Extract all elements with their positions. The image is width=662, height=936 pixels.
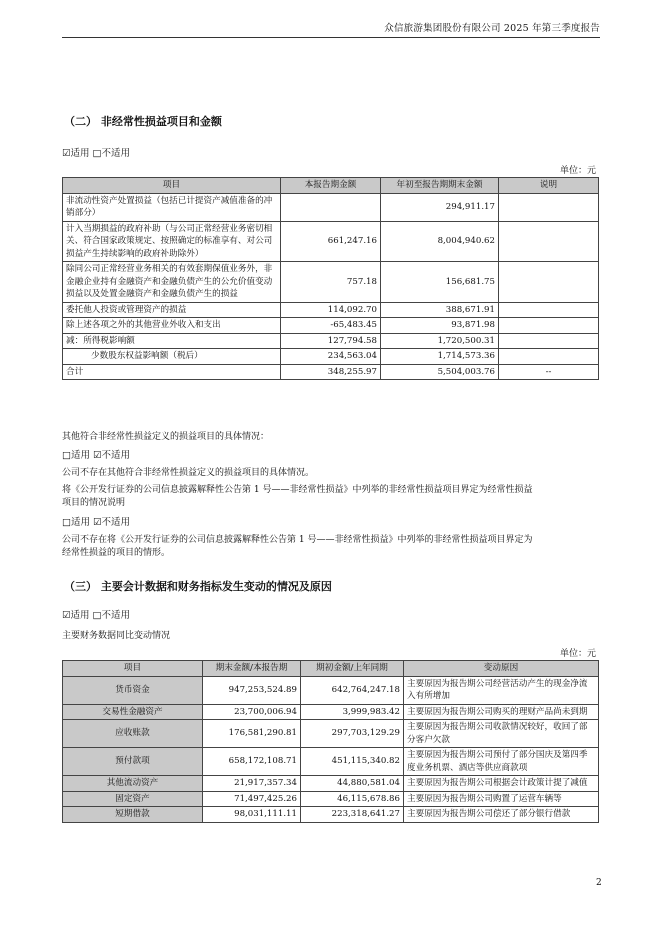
cell-begin: 297,703,129.29 <box>301 720 404 748</box>
cell-end: 176,581,290.81 <box>203 720 301 748</box>
cell-note <box>499 318 599 334</box>
cell-reason: 主要原因为报告期公司购置了运营车辆等 <box>404 791 599 807</box>
cell-item: 少数股东权益影响额（税后） <box>63 349 281 365</box>
cell-item: 委托他人投资或管理资产的损益 <box>63 302 281 318</box>
cell-current: 348,255.97 <box>281 364 381 380</box>
table-row <box>63 720 599 748</box>
cell-note <box>499 349 599 365</box>
reclass-heading-line2: 项目的情况说明 <box>62 498 126 508</box>
reclass-checkbox: □适用 ☑不适用 <box>62 517 131 528</box>
cell-begin: 451,115,340.82 <box>301 748 404 776</box>
table-row <box>63 333 599 349</box>
cell-item: 非流动性资产处置损益（包括已计提资产减值准备的冲销部分） <box>63 193 281 221</box>
col-header: 项目 <box>63 661 203 677</box>
reclass-heading-line1: 将《公开发行证券的公司信息披露解释性公告第 1 号——非经常性损益》中列举的非经常性损益项目界定为经常性损益 <box>62 485 533 495</box>
reclass-text-line2: 经常性损益的项目的情形。 <box>62 548 171 558</box>
cell-ytd: 1,720,500.31 <box>381 333 499 349</box>
cell-item: 货币资金 <box>63 676 203 704</box>
cell-note <box>499 333 599 349</box>
cell-end: 23,700,006.94 <box>203 704 301 720</box>
cell-begin: 46,115,678.86 <box>301 791 404 807</box>
cell-item: 计入当期损益的政府补助（与公司正常经营业务密切相关、符合国家政策规定、按照确定的标准享有、对公司损益产生持续影响的政府补助除外） <box>63 221 281 262</box>
cell-note <box>499 302 599 318</box>
cell-end: 71,497,425.26 <box>203 791 301 807</box>
col-header: 期末金额/本报告期 <box>203 661 301 677</box>
table-row <box>63 748 599 776</box>
page-number: 2 <box>596 878 602 888</box>
cell-ytd: 294,911.17 <box>381 193 499 221</box>
cell-current: 127,794.58 <box>281 333 381 349</box>
table-row <box>63 704 599 720</box>
cell-current: 661,247.16 <box>281 221 381 262</box>
section2-unit: 单位：元 <box>559 166 596 176</box>
cell-note <box>499 221 599 262</box>
cell-end: 658,172,108.71 <box>203 748 301 776</box>
cell-reason: 主要原因为报告期公司购买的理财产品尚未到期 <box>404 704 599 720</box>
cell-item: 减：所得税影响额 <box>63 333 281 349</box>
other-items-heading: 其他符合非经常性损益定义的损益项目的具体情况： <box>62 432 270 442</box>
other-items-checkbox: □适用 ☑不适用 <box>62 450 131 461</box>
col-header: 说明 <box>499 178 599 194</box>
cell-item: 其他流动资产 <box>63 776 203 792</box>
cell-note <box>499 262 599 303</box>
cell-reason: 主要原因为报告期公司经营活动产生的现金净流入有所增加 <box>404 676 599 704</box>
table-row <box>63 349 599 365</box>
table-row <box>63 776 599 792</box>
other-items-text: 公司不存在其他符合非经常性损益定义的损益项目的具体情况。 <box>62 468 315 478</box>
cell-reason: 主要原因为报告期公司根据会计政策计提了减值 <box>404 776 599 792</box>
table-row <box>63 791 599 807</box>
table-row <box>63 318 599 334</box>
cell-begin: 642,764,247.18 <box>301 676 404 704</box>
cell-ytd: 8,004,940.62 <box>381 221 499 262</box>
cell-item: 交易性金融资产 <box>63 704 203 720</box>
cell-item: 除同公司正常经营业务相关的有效套期保值业务外，非金融企业持有金融资产和金融负债产生的公允价值变动损益以及处置金融资产和金融负债产生的损益 <box>63 262 281 303</box>
cell-item: 应收账款 <box>63 720 203 748</box>
section2-title: （二） 非经常性损益项目和金额 <box>64 115 222 128</box>
header-rule <box>62 37 600 38</box>
cell-begin: 44,880,581.04 <box>301 776 404 792</box>
page-header: 众信旅游集团股份有限公司 2025 年第三季度报告 <box>384 23 600 34</box>
cell-note: -- <box>499 364 599 380</box>
table-row-total <box>63 364 599 380</box>
cell-end: 21,917,357.34 <box>203 776 301 792</box>
cell-ytd: 388,671.91 <box>381 302 499 318</box>
cell-current <box>281 193 381 221</box>
cell-current: 757.18 <box>281 262 381 303</box>
cell-reason: 主要原因为报告期公司预付了部分国庆及第四季度业务机票、酒店等供应商款项 <box>404 748 599 776</box>
cell-begin: 3,999,983.42 <box>301 704 404 720</box>
col-header: 项目 <box>63 178 281 194</box>
table-row <box>63 193 599 221</box>
cell-current: 114,092.70 <box>281 302 381 318</box>
table-row <box>63 676 599 704</box>
section2-checkbox: ☑适用 □不适用 <box>62 148 131 159</box>
section3-unit: 单位：元 <box>559 649 596 659</box>
cell-ytd: 93,871.98 <box>381 318 499 334</box>
cell-item: 预付款项 <box>63 748 203 776</box>
table-row <box>63 807 599 823</box>
cell-note <box>499 193 599 221</box>
table-header-row <box>63 661 599 677</box>
cell-current: -65,483.45 <box>281 318 381 334</box>
cell-item: 合计 <box>63 364 281 380</box>
col-header: 本报告期金额 <box>281 178 381 194</box>
financial-change-table <box>62 660 599 823</box>
table-row <box>63 302 599 318</box>
section3-title: （三） 主要会计数据和财务指标发生变动的情况及原因 <box>64 580 332 593</box>
cell-item: 除上述各项之外的其他营业外收入和支出 <box>63 318 281 334</box>
col-header: 变动原因 <box>404 661 599 677</box>
table-row <box>63 262 599 303</box>
cell-ytd: 1,714,573.36 <box>381 349 499 365</box>
cell-begin: 223,318,641.27 <box>301 807 404 823</box>
section3-checkbox: ☑适用 □不适用 <box>62 610 131 621</box>
cell-item: 短期借款 <box>63 807 203 823</box>
cell-ytd: 156,681.75 <box>381 262 499 303</box>
cell-current: 234,563.04 <box>281 349 381 365</box>
cell-end: 98,031,111.11 <box>203 807 301 823</box>
cell-ytd: 5,504,003.76 <box>381 364 499 380</box>
section3-subtitle: 主要财务数据同比变动情况 <box>62 631 171 641</box>
col-header: 年初至报告期期末金额 <box>381 178 499 194</box>
cell-reason: 主要原因为报告期公司偿还了部分银行借款 <box>404 807 599 823</box>
table-row <box>63 221 599 262</box>
col-header: 期初金额/上年同期 <box>301 661 404 677</box>
cell-item: 固定资产 <box>63 791 203 807</box>
cell-reason: 主要原因为报告期公司收款情况较好，收回了部分客户欠款 <box>404 720 599 748</box>
cell-end: 947,253,524.89 <box>203 676 301 704</box>
nonrecurring-table <box>62 177 599 380</box>
table-header-row <box>63 178 599 194</box>
reclass-text-line1: 公司不存在将《公开发行证券的公司信息披露解释性公告第 1 号——非经常性损益》中列举的非经常性损益项目界定为 <box>62 535 533 545</box>
